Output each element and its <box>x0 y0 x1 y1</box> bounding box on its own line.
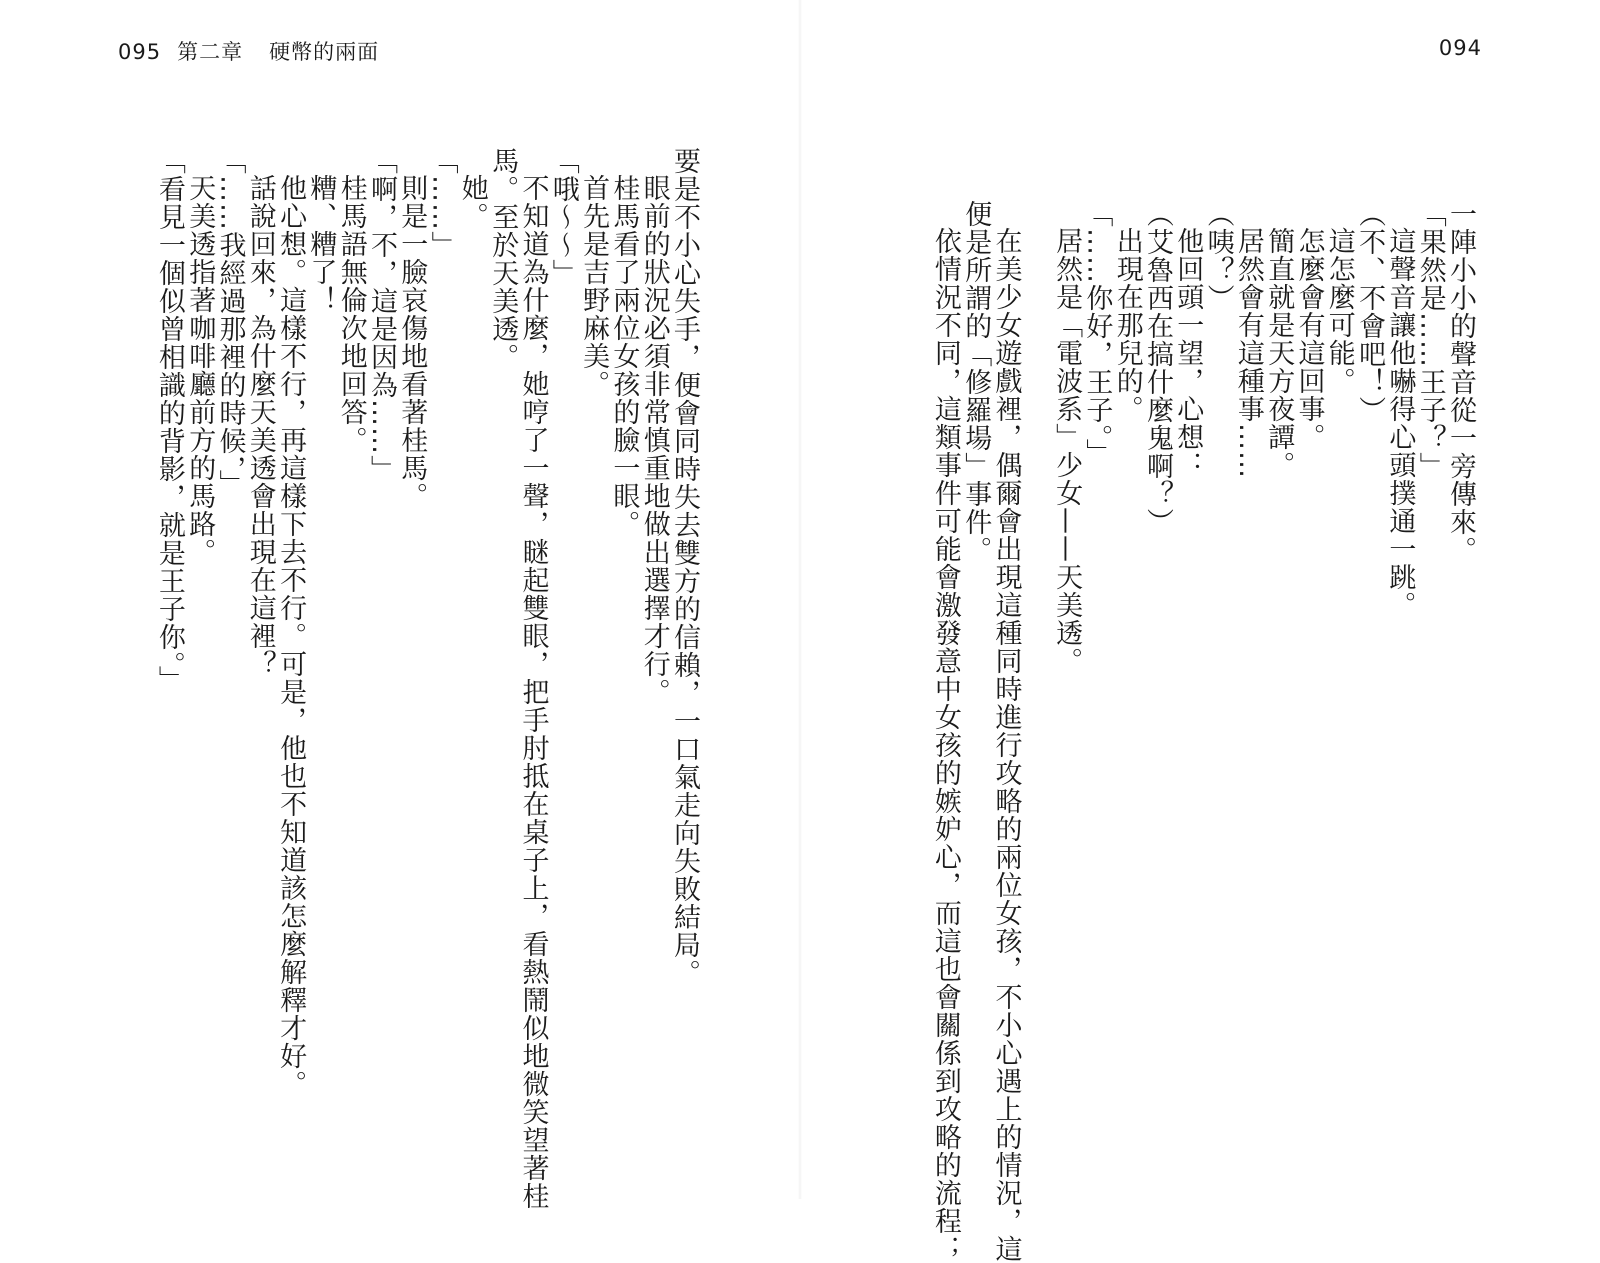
right-line: 這怎麼可能。 <box>1323 227 1355 395</box>
left-line: 桂馬語無倫次地回答。 <box>335 174 367 454</box>
left-line: 馬。至於天美透。 <box>487 147 519 371</box>
right-line: 「……你好，王子。」 <box>1081 200 1113 467</box>
left-line: 「……我經過那裡的時候，」 <box>214 147 246 498</box>
right-line: （不、不會吧！） <box>1354 200 1386 424</box>
right-line: 出現在那兒的。 <box>1111 227 1143 423</box>
left-line: 天美透指著咖啡廳前方的馬路。 <box>184 174 216 566</box>
right-line: 「果然是……王子？」 <box>1414 200 1446 480</box>
chapter-label: 第二章 <box>177 40 244 64</box>
right-line: 一陣小小的聲音從一旁傳來。 <box>1445 200 1476 564</box>
left-line: 要是不小心失手，便會同時失去雙方的信賴，一口氣走向失敗結局。 <box>669 147 700 987</box>
right-line: 居然會有這種事…… <box>1232 227 1264 479</box>
right-line: 簡直就是天方夜譚。 <box>1263 227 1295 479</box>
left-line: 桂馬看了兩位女孩的臉一眼。 <box>608 174 640 538</box>
left-page-header <box>118 36 379 66</box>
left-line: 「……」 <box>426 147 458 259</box>
left-line: 糟、糟了！ <box>305 174 337 314</box>
right-line: 依情況不同，這類事件可能會激發意中女孩的嫉妒心，而這也會關係到攻略的流程； <box>929 227 961 1263</box>
right-line: 這聲音讓他嚇得心頭撲通一跳。 <box>1384 227 1416 619</box>
right-line: 便是所謂的「修羅場」事件。 <box>960 200 992 564</box>
right-line: 居然是「電波系」少女——天美透。 <box>1051 227 1083 675</box>
left-page-number: 095 <box>118 40 162 64</box>
left-line: 「哦～～」 <box>547 147 579 287</box>
right-page-number: 094 <box>1438 36 1482 60</box>
left-line: 「看見一個似曾相識的背影，就是王子你。」 <box>153 147 185 694</box>
chapter-title: 硬幣的兩面 <box>269 40 380 64</box>
left-line: 則是一臉哀傷地看著桂馬。 <box>396 174 428 510</box>
left-line: 「啊，不，這是因為……」 <box>366 147 397 483</box>
left-line: 她。 <box>456 174 488 230</box>
left-line: 話說回來，為什麼天美透會出現在這裡？ <box>244 174 276 678</box>
right-line: （艾魯西在搞什麼鬼啊？） <box>1142 200 1173 536</box>
right-line: 在美少女遊戲裡，偶爾會出現這種同時進行攻略的兩位女孩，不小心遇上的情況，這 <box>990 227 1022 1263</box>
left-line: 不知道為什麼，她哼了一聲，瞇起雙眼，把手肘抵在桌子上，看熱鬧似地微笑望著桂 <box>517 174 549 1210</box>
left-line: 他心想。這樣不行，再這樣下去不行。可是，他也不知道該怎麼解釋才好。 <box>275 174 307 1098</box>
right-line: （咦？） <box>1202 200 1234 312</box>
left-line: 首先是吉野麻美。 <box>578 174 610 398</box>
right-line: 怎麼會有這回事。 <box>1293 227 1325 451</box>
page-gutter <box>798 0 802 1199</box>
left-line: 眼前的狀況必須非常慎重地做出選擇才行。 <box>638 174 670 706</box>
right-line: 他回頭一望，心想： <box>1172 227 1204 479</box>
